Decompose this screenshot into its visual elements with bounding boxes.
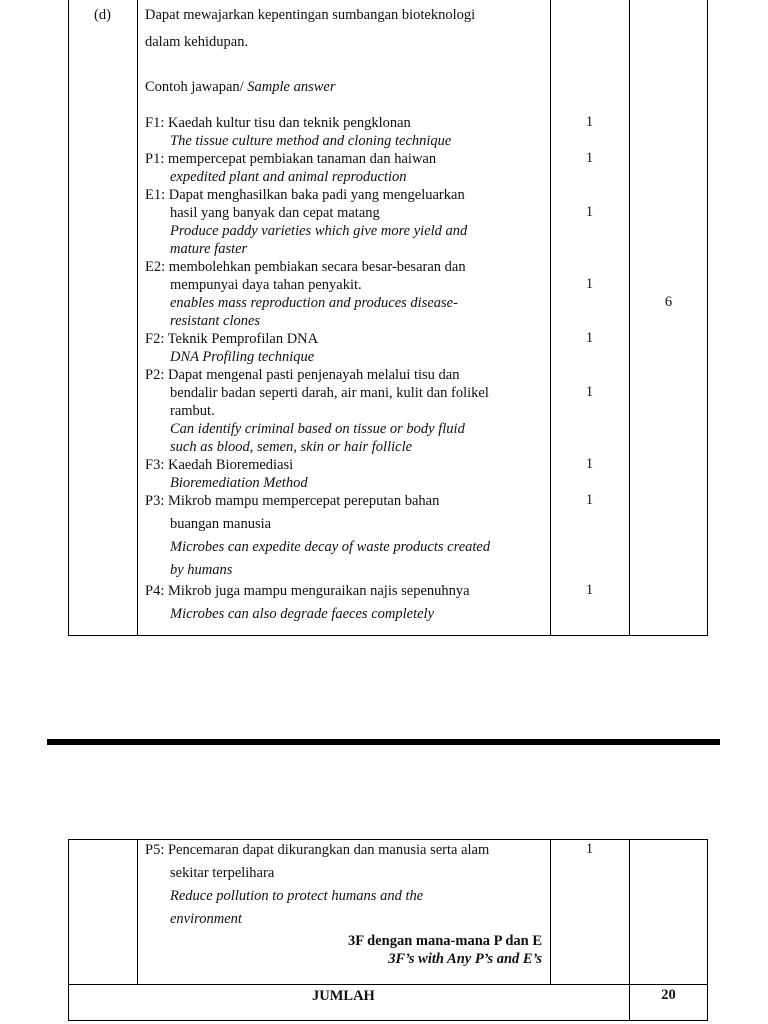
answer-line: Bioremediation Method	[170, 475, 308, 491]
rule-malay: 3F dengan mana-mana P dan E	[347, 933, 542, 949]
bottom-line: Reduce pollution to protect humans and the	[170, 888, 424, 904]
answer-line: by humans	[170, 562, 233, 578]
answer-line: F2: Teknik Pemprofilan DNA	[145, 331, 319, 347]
bottom-mark: 1	[585, 841, 594, 857]
answer-line: P2: Dapat mengenal pasti penjenayah melalui tisu dan	[145, 367, 460, 383]
bottom-line: sekitar terpelihara	[170, 865, 275, 881]
answer-mark: 1	[585, 114, 594, 130]
answer-mark: 1	[585, 330, 594, 346]
answer-line: P1: mempercepat pembiakan tanaman dan haiwan	[145, 151, 437, 167]
answer-line: E2: membolehkan pembiakan secara besar-besaran dan	[145, 259, 466, 275]
total-label: JUMLAH	[312, 988, 375, 1004]
answer-line: DNA Profiling technique	[170, 349, 315, 365]
answer-line: F1: Kaedah kultur tisu dan teknik pengklonan	[145, 115, 411, 131]
table-border-right	[707, 0, 708, 636]
answer-mark: 1	[585, 582, 594, 598]
answer-line: mature faster	[170, 241, 248, 257]
answer-mark: 1	[585, 492, 594, 508]
total-value: 20	[661, 987, 676, 1003]
answer-line: F3: Kaedah Bioremediasi	[145, 457, 294, 473]
total-marks: 6	[664, 294, 673, 310]
answer-line: rambut.	[170, 403, 215, 419]
answer-mark: 1	[585, 384, 594, 400]
answer-line: Microbes can also degrade faeces completely	[170, 606, 435, 622]
table-border-bottom	[68, 635, 708, 636]
answer-line: Can identify criminal based on tissue or body fluid	[170, 421, 465, 437]
answer-line: E1: Dapat menghasilkan baka padi yang mengeluarkan	[145, 187, 465, 203]
rule-english: 3F’s with Any P’s and E’s	[388, 951, 542, 967]
answer-line: expedited plant and animal reproduction	[170, 169, 407, 185]
answer-line: enables mass reproduction and produces disease-	[170, 295, 458, 311]
answer-line: such as blood, semen, skin or hair follicle	[170, 439, 413, 455]
sample-answer-heading	[145, 78, 336, 96]
bottom-table-bottom-border	[68, 1020, 708, 1021]
question-label: (d)	[94, 7, 111, 23]
sample-answer-english: Sample answer	[247, 79, 336, 95]
answer-line: buangan manusia	[170, 516, 272, 532]
bottom-table-divider-1	[137, 839, 138, 985]
table-divider-2	[550, 0, 551, 636]
table-divider-3	[629, 0, 630, 636]
answer-line: mempunyai daya tahan penyakit.	[170, 277, 362, 293]
answer-line: bendalir badan seperti darah, air mani, kulit dan folikel	[170, 385, 489, 401]
answer-line: P3: Mikrob mampu mempercepat pereputan bahan	[145, 493, 440, 509]
answer-line: hasil yang banyak dan cepat matang	[170, 205, 380, 221]
answer-mark: 1	[585, 204, 594, 220]
answer-line: Microbes can expedite decay of waste products created	[170, 539, 491, 555]
answer-mark: 1	[585, 150, 594, 166]
answer-mark: 1	[585, 276, 594, 292]
table-border-left	[68, 0, 69, 636]
intro-line-1: Dapat mewajarkan kepentingan sumbangan bioteknologi	[145, 7, 476, 23]
bottom-line: P5: Pencemaran dapat dikurangkan dan manusia serta alam	[145, 842, 490, 858]
table-divider-1	[137, 0, 138, 636]
bottom-table-mid-border	[68, 984, 708, 985]
bottom-table-divider-2	[550, 839, 551, 985]
page-break-divider	[47, 739, 720, 745]
bottom-line: environment	[170, 911, 242, 927]
bottom-table-top-border	[68, 839, 708, 840]
answer-mark: 1	[585, 456, 594, 472]
answer-line: resistant clones	[170, 313, 261, 329]
answer-line: P4: Mikrob juga mampu menguraikan najis sepenuhnya	[145, 583, 470, 599]
answer-line: The tissue culture method and cloning technique	[170, 133, 452, 149]
answer-line: Produce paddy varieties which give more yield and	[170, 223, 468, 239]
bottom-table-left	[68, 839, 69, 1021]
intro-line-2: dalam kehidupan.	[145, 34, 249, 50]
sample-answer-malay: Contoh jawapan/	[145, 79, 244, 95]
